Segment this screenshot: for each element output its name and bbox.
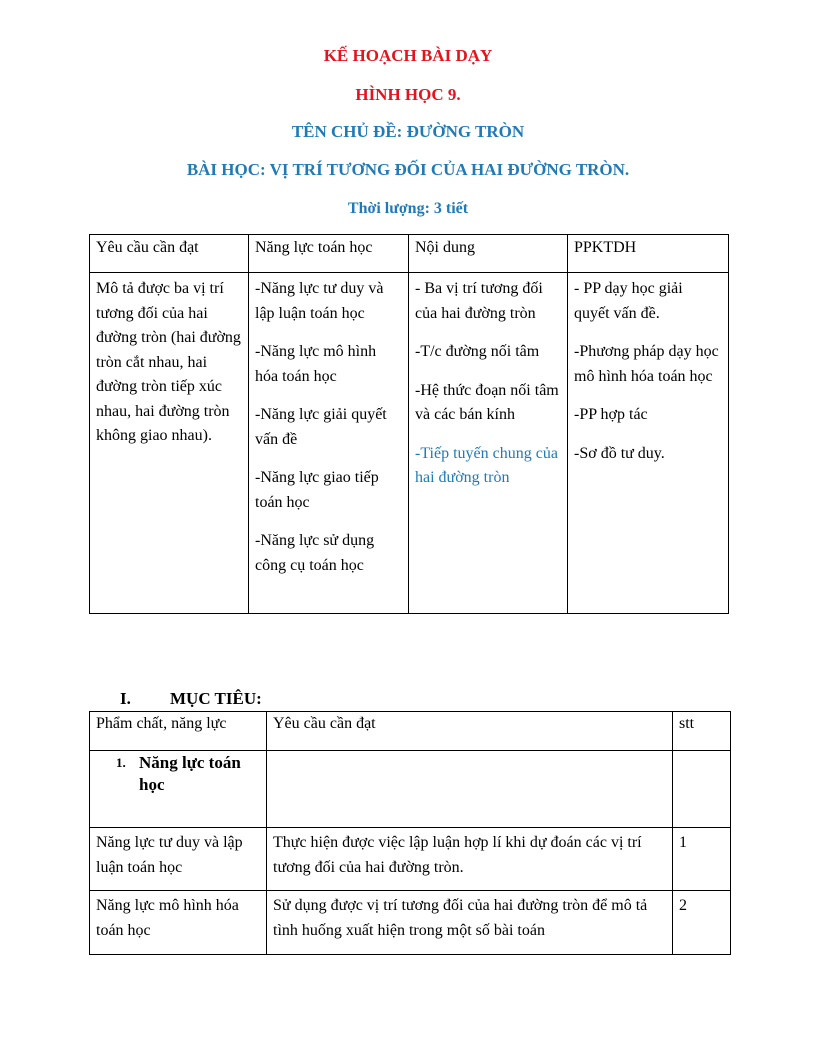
section-title: MỤC TIÊU:	[170, 689, 262, 708]
row-number: 1	[673, 828, 731, 891]
table-row	[90, 828, 731, 891]
requirement-text: Thực hiện được việc lập luận hợp lí khi dự đoán các vị trí tương đối của hai đường tròn.	[267, 828, 673, 891]
column-header: stt	[673, 712, 731, 751]
competency-item: -Năng lực giao tiếp toán học	[255, 469, 379, 511]
group-cell	[90, 751, 267, 828]
empty-cell	[673, 751, 731, 828]
method-item: -Sơ đồ tư duy.	[574, 444, 665, 462]
table-row	[90, 273, 729, 614]
content-item: -Hệ thức đoạn nối tâm và các bán kính	[415, 381, 559, 423]
requirement-cell: Mô tả được ba vị trí tương đối của hai đường tròn (hai đường tròn cắt nhau, hai đường tròn tiếp xúc nhau, hai đường tròn không giao nhau).	[90, 273, 249, 614]
duration-label: Thời lượng: 3 tiết	[347, 200, 469, 217]
content-cell	[409, 273, 568, 614]
method-item: - PP dạy học giải quyết vấn đề.	[574, 280, 683, 322]
column-header: Yêu cầu cần đạt	[267, 712, 673, 751]
competency-item: -Năng lực sử dụng công cụ toán học	[255, 532, 375, 574]
requirement-text: Sử dụng được vị trí tương đối của hai đường tròn để mô tả tình huống xuất hiện trong một số bài toán	[267, 891, 673, 955]
empty-cell	[267, 751, 673, 828]
subject-title: HÌNH HỌC 9.	[355, 85, 461, 104]
table-row	[90, 891, 731, 955]
competency-item: -Năng lực tư duy và lập luận toán học	[255, 280, 384, 322]
overview-table	[89, 234, 729, 614]
content-item: -T/c đường nối tâm	[415, 343, 540, 360]
competency-item: -Năng lực giải quyết vấn đề	[255, 406, 387, 448]
table-group-row	[90, 751, 731, 828]
section-number: I.	[120, 689, 131, 708]
column-header: Yêu cầu cần đạt	[90, 235, 249, 273]
column-header: PPKTDH	[568, 235, 729, 273]
competency-item: -Năng lực mô hình hóa toán học	[255, 343, 377, 385]
objectives-table	[89, 711, 731, 955]
group-number: 1.	[116, 755, 126, 770]
group-label: Năng lực toán học	[138, 753, 241, 794]
method-item: -PP hợp tác	[574, 406, 648, 423]
method-cell	[568, 273, 729, 614]
competency-name: Năng lực mô hình hóa toán học	[90, 891, 267, 955]
topic-title: TÊN CHỦ ĐỀ: ĐƯỜNG TRÒN	[291, 122, 525, 141]
column-header: Phẩm chất, năng lực	[90, 712, 267, 751]
method-item: -Phương pháp dạy học mô hình hóa toán học	[574, 343, 719, 385]
column-header: Nội dung	[409, 235, 568, 273]
section-heading	[120, 689, 262, 709]
document-title: KẾ HOẠCH BÀI DẠY	[323, 46, 493, 65]
lesson-title: BÀI HỌC: VỊ TRÍ TƯƠNG ĐỐI CỦA HAI ĐƯỜNG TRÒN.	[186, 160, 630, 179]
competency-name: Năng lực tư duy và lập luận toán học	[90, 828, 267, 891]
row-number: 2	[673, 891, 731, 955]
content-item: - Ba vị trí tương đối của hai đường tròn	[415, 280, 543, 322]
column-header: Năng lực toán học	[249, 235, 409, 273]
table-header-row	[90, 712, 731, 751]
table-header-row	[90, 235, 729, 273]
content-item: -Tiếp tuyến chung của hai đường tròn	[415, 444, 558, 486]
competency-cell	[249, 273, 409, 614]
